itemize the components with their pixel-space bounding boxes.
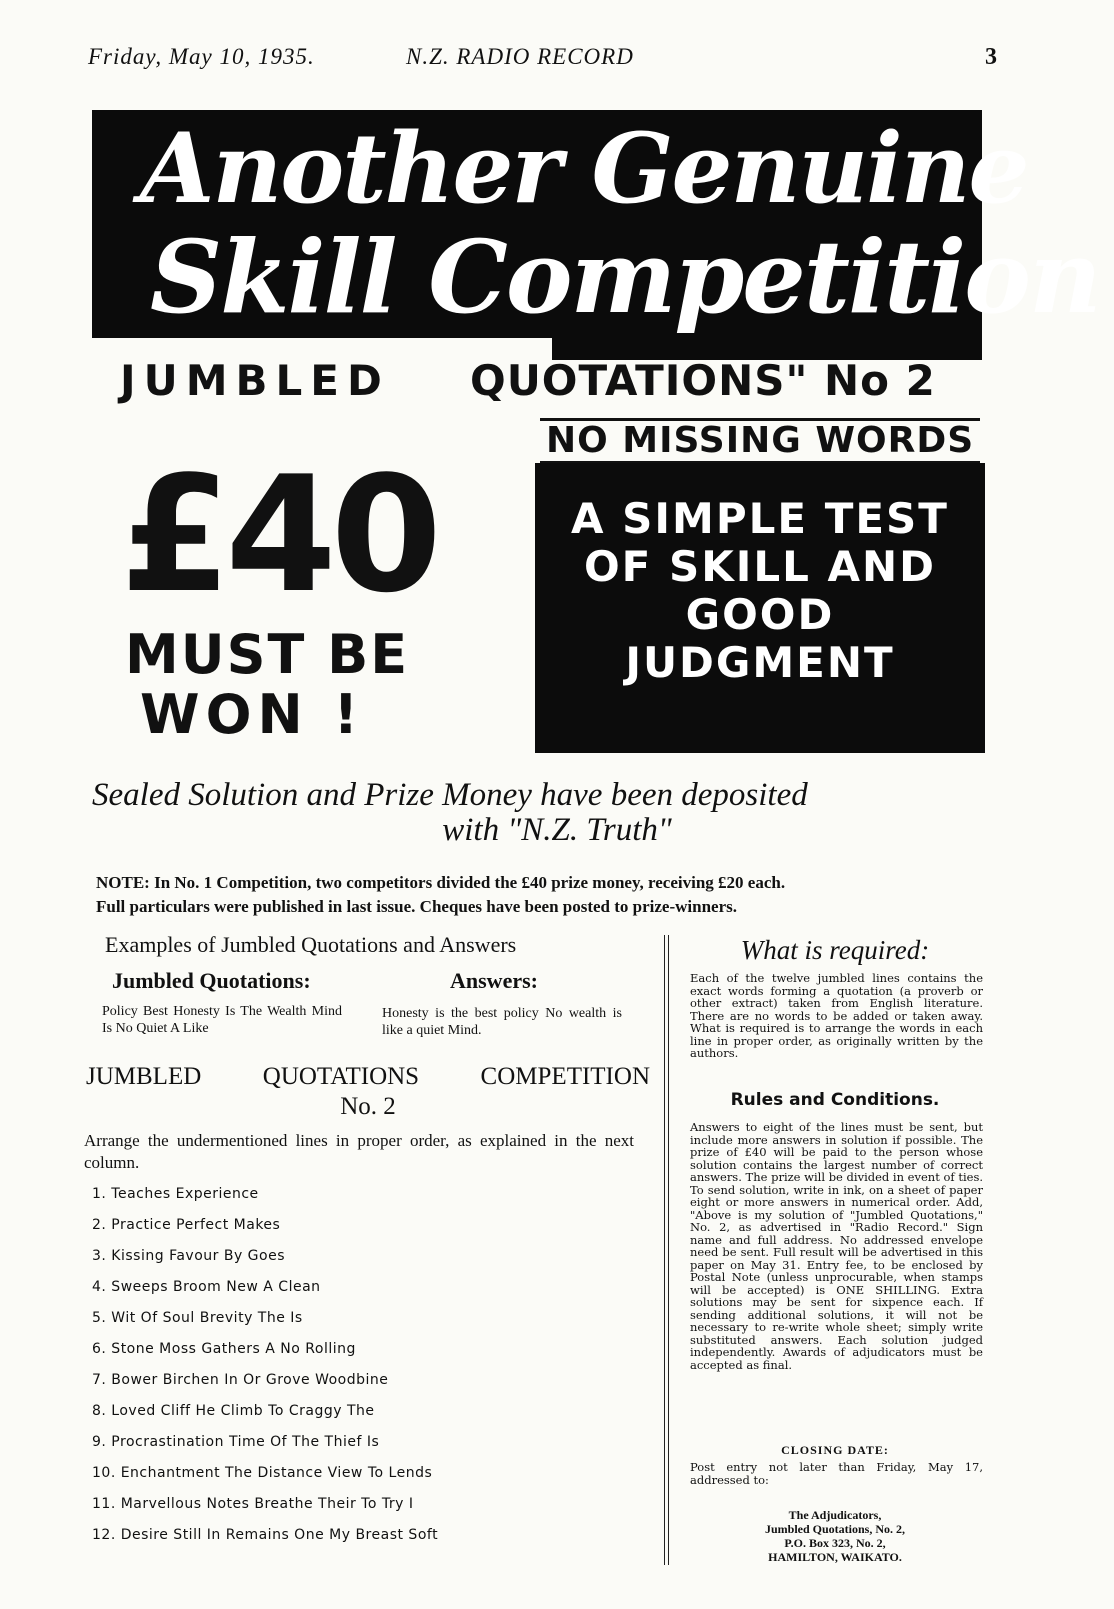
simple-test-line: GOOD — [685, 590, 835, 639]
example-jumbled-text: Policy Best Honesty Is The Wealth Mind Is No Quiet A Like — [102, 1004, 342, 1036]
simple-test-box — [535, 463, 985, 753]
page-number: 3 — [985, 44, 997, 70]
address-line: Jumbled Quotations, No. 2, — [764, 1522, 906, 1536]
issue-date: Friday, May 10, 1935. — [88, 44, 315, 69]
simple-test-line: OF SKILL AND — [583, 542, 937, 591]
title-line-1: Another Genuine — [140, 112, 1028, 225]
what-is-required-heading: What is required: — [740, 935, 930, 965]
sealed-solution-line-2: with "N.Z. Truth" — [442, 812, 672, 848]
jumbled-line: 8. Loved Cliff He Climb To Craggy The — [92, 1403, 375, 1419]
what-is-required-text: Each of the twelve jumbled lines contains the exact words forming a quotation (a proverb or other extract) taken from English literature. There are no words to be added or taken away. What is required is to arrange the words in each line in proper order, as originally written by the authors. — [690, 971, 983, 1060]
address-line: The Adjudicators, — [788, 1508, 882, 1522]
jumbled-line: 2. Practice Perfect Makes — [92, 1217, 281, 1233]
rules-heading: Rules and Conditions. — [730, 1090, 940, 1110]
examples-heading: Examples of Jumbled Quotations and Answers — [105, 932, 517, 957]
no-missing-words: NO MISSING WORDS — [540, 418, 980, 464]
closing-date-label: CLOSING DATE: — [781, 1443, 889, 1457]
title-line-2: Skill Competition — [150, 218, 1100, 336]
jumbled-line: 9. Procrastination Time Of The Thief Is — [92, 1434, 380, 1450]
simple-test-line: JUDGMENT — [625, 638, 895, 687]
jumbled-line: 6. Stone Moss Gathers A No Rolling — [92, 1341, 356, 1357]
note-line-2: Full particulars were published in last issue. Cheques have been posted to prize-winners. — [96, 897, 738, 916]
subtitle-jumbled: JUMBLED — [120, 356, 390, 405]
subtitle-quotations: QUOTATIONS" No 2 — [470, 356, 936, 405]
postal-address — [690, 1508, 980, 1564]
post-entry-text: Post entry not later than Friday, May 17, addressed to: — [690, 1460, 983, 1487]
competition-title: JUMBLED QUOTATIONS COMPETITION — [86, 1063, 650, 1090]
example-answer-text: Honesty is the best policy No wealth is like a quiet Mind. — [382, 1006, 622, 1038]
competition-number: No. 2 — [340, 1093, 396, 1120]
won-text: WON ! — [140, 683, 365, 746]
rules-text: Answers to eight of the lines must be sent, but include more answers in solution if possible. The prize of £40 will be paid to the person whose solution contains the largest number of correct answers. The prize will be divided in event of ties. To send solution, write in ink, on a sheet of paper eight or more answers in numerical order. Add, "Above is my solution of "Jumbled Quotations," No. 2, as advertised in "Radio Record." Sign name and full address. No addressed envelope need be sent. Full result will be advertised in this paper on May 31. Entry fee, to be enclosed by Postal Note (unless unprocurable, when stamps will be accepted) is ONE SHILLING. Extra solutions may be sent for sixpence each. If sending additional solutions, it will not be necessary to re-write whole sheet; simply write substituted answers. Each solution judged independently. Awards of adjudicators must be accepted as final. — [690, 1120, 983, 1372]
examples-jumbled-heading: Jumbled Quotations: — [112, 968, 311, 993]
note-line-1: NOTE: In No. 1 Competition, two competitors divided the £40 prize money, receiving £20 each. — [96, 873, 786, 892]
jumbled-line: 10. Enchantment The Distance View To Lends — [92, 1465, 433, 1481]
jumbled-line: 12. Desire Still In Remains One My Breast Soft — [92, 1527, 439, 1543]
jumbled-lines-list — [92, 1186, 438, 1558]
sealed-solution-line-1: Sealed Solution and Prize Money have been deposited — [92, 777, 808, 813]
competition-instruction: Arrange the undermentioned lines in proper order, as explained in the next column. — [84, 1131, 634, 1172]
examples-answers-heading: Answers: — [450, 968, 538, 993]
jumbled-line: 7. Bower Birchen In Or Grove Woodbine — [92, 1372, 389, 1388]
jumbled-line: 11. Marvellous Notes Breathe Their To Try I — [92, 1496, 414, 1512]
column-divider — [668, 935, 669, 1565]
jumbled-line: 4. Sweeps Broom New A Clean — [92, 1279, 321, 1295]
address-line: P.O. Box 323, No. 2, — [784, 1536, 886, 1550]
column-divider — [664, 935, 665, 1565]
jumbled-line: 3. Kissing Favour By Goes — [92, 1248, 286, 1264]
prize-amount: £40 — [120, 441, 436, 628]
jumbled-line: 1. Teaches Experience — [92, 1186, 259, 1202]
must-be-text: MUST BE — [125, 623, 410, 686]
address-line: HAMILTON, WAIKATO. — [768, 1550, 902, 1564]
publication-name: N.Z. RADIO RECORD — [406, 44, 634, 69]
jumbled-line: 5. Wit Of Soul Brevity The Is — [92, 1310, 303, 1326]
simple-test-line: A SIMPLE TEST — [571, 494, 949, 543]
